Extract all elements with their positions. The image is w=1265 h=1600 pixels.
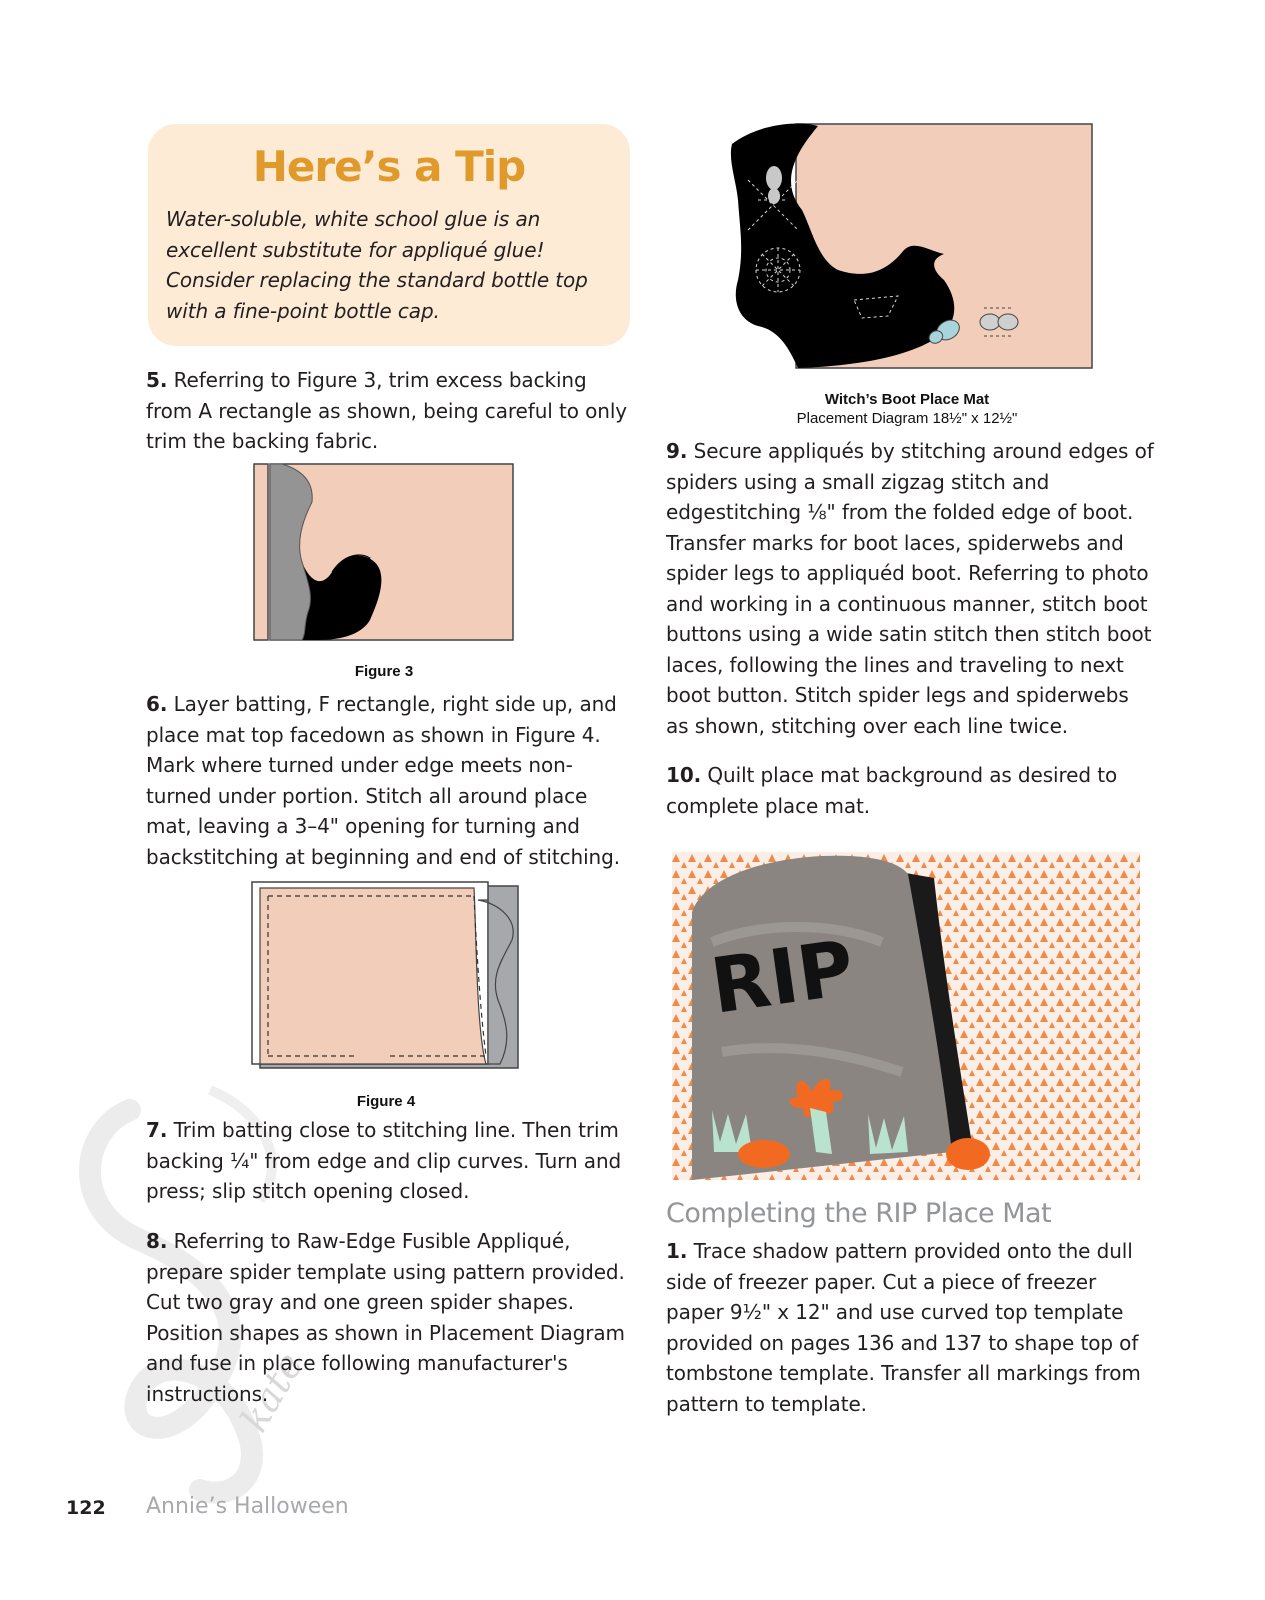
step-number: 10. [666,763,702,787]
boot-diagram-subtitle: Placement Diagram 18½" x 12½" [796,410,1018,427]
watermark-text: kate [231,1344,312,1440]
tombstone-photo-icon [672,852,1140,1180]
figure-4-caption: Figure 4 [356,1093,416,1110]
step-number: 8. [146,1229,168,1253]
rip-place-mat-photo [672,852,1140,1180]
step-7 [146,1115,631,1207]
step-number: 6. [146,692,168,716]
figure-3 [252,462,516,644]
tombstone-rip-text: RIP [705,922,860,1031]
step-number: 1. [666,1239,688,1263]
step-number: 7. [146,1118,168,1142]
step-6 [146,689,631,872]
figure-4 [250,880,522,1072]
step-10 [666,760,1156,821]
tip-title: Here’s a Tip [252,142,526,191]
figure-3-diagram [252,462,516,644]
boot-placement-diagram [718,120,1096,372]
step-text: Secure appliqués by stitching around edges of spiders using a small zigzag stitch and edgestitching ⅛" from the folded edge of boot. Transfer marks for boot laces, spiderwebs and spider legs to appliquéd boot. Referring to photo and working in a continuous manner, stitch boot buttons using a wide satin stitch then stitch boot laces, following the lines and traveling to next boot button. Stitch spider legs and spiderwebs as shown, stitching over each line twice. [666,439,1154,738]
tip-box [148,124,630,346]
step-text: Trim batting close to stitching line. Then trim backing ¼" from edge and clip curves. Turn and press; slip stitch opening closed. [146,1118,622,1203]
section-heading-rip: Completing the RIP Place Mat [666,1198,1052,1229]
step-text: Referring to Figure 3, trim excess backing from A rectangle as shown, being careful to only trim the backing fabric. [146,368,628,453]
tip-body: Water-soluble, white school glue is an excellent substitute for appliqué glue! Consider replacing the standard bottle top with a fine-point bottle cap. [166,207,588,323]
step-text: Trace shadow pattern provided onto the dull side of freezer paper. Cut a piece of freezer paper 9½" x 12" and use curved top template provided on pages 136 and 137 to shape top of tombstone template. Transfer all markings from pattern to template. [666,1239,1141,1416]
step-5 [146,365,631,457]
step-text: Quilt place mat background as desired to complete place mat. [666,763,1118,818]
witch-boot-icon [718,120,1096,372]
book-title: Annie’s Halloween [146,1494,349,1519]
step-number: 5. [146,368,168,392]
rip-step-1 [666,1236,1156,1419]
step-8 [146,1226,631,1409]
step-number: 9. [666,439,688,463]
step-text: Layer batting, F rectangle, right side up, and place mat top facedown as shown in Figure 4. Mark where turned under edge meets non-turned under portion. Stitch all around place mat, leaving a 3–4" opening for turning and backstitching at beginning and end of stitching. [146,692,620,869]
step-9 [666,436,1156,741]
page-number: 122 [66,1497,106,1519]
figure-4-diagram [250,880,522,1072]
step-text: Referring to Raw-Edge Fusible Appliqué, prepare spider template using pattern provided. Cut two gray and one green spider shapes. Position shapes as shown in Placement Diagram and fuse in place following manufacturer's instructions. [146,1229,625,1406]
figure-3-caption: Figure 3 [354,663,414,680]
boot-diagram-title: Witch’s Boot Place Mat [824,391,990,408]
